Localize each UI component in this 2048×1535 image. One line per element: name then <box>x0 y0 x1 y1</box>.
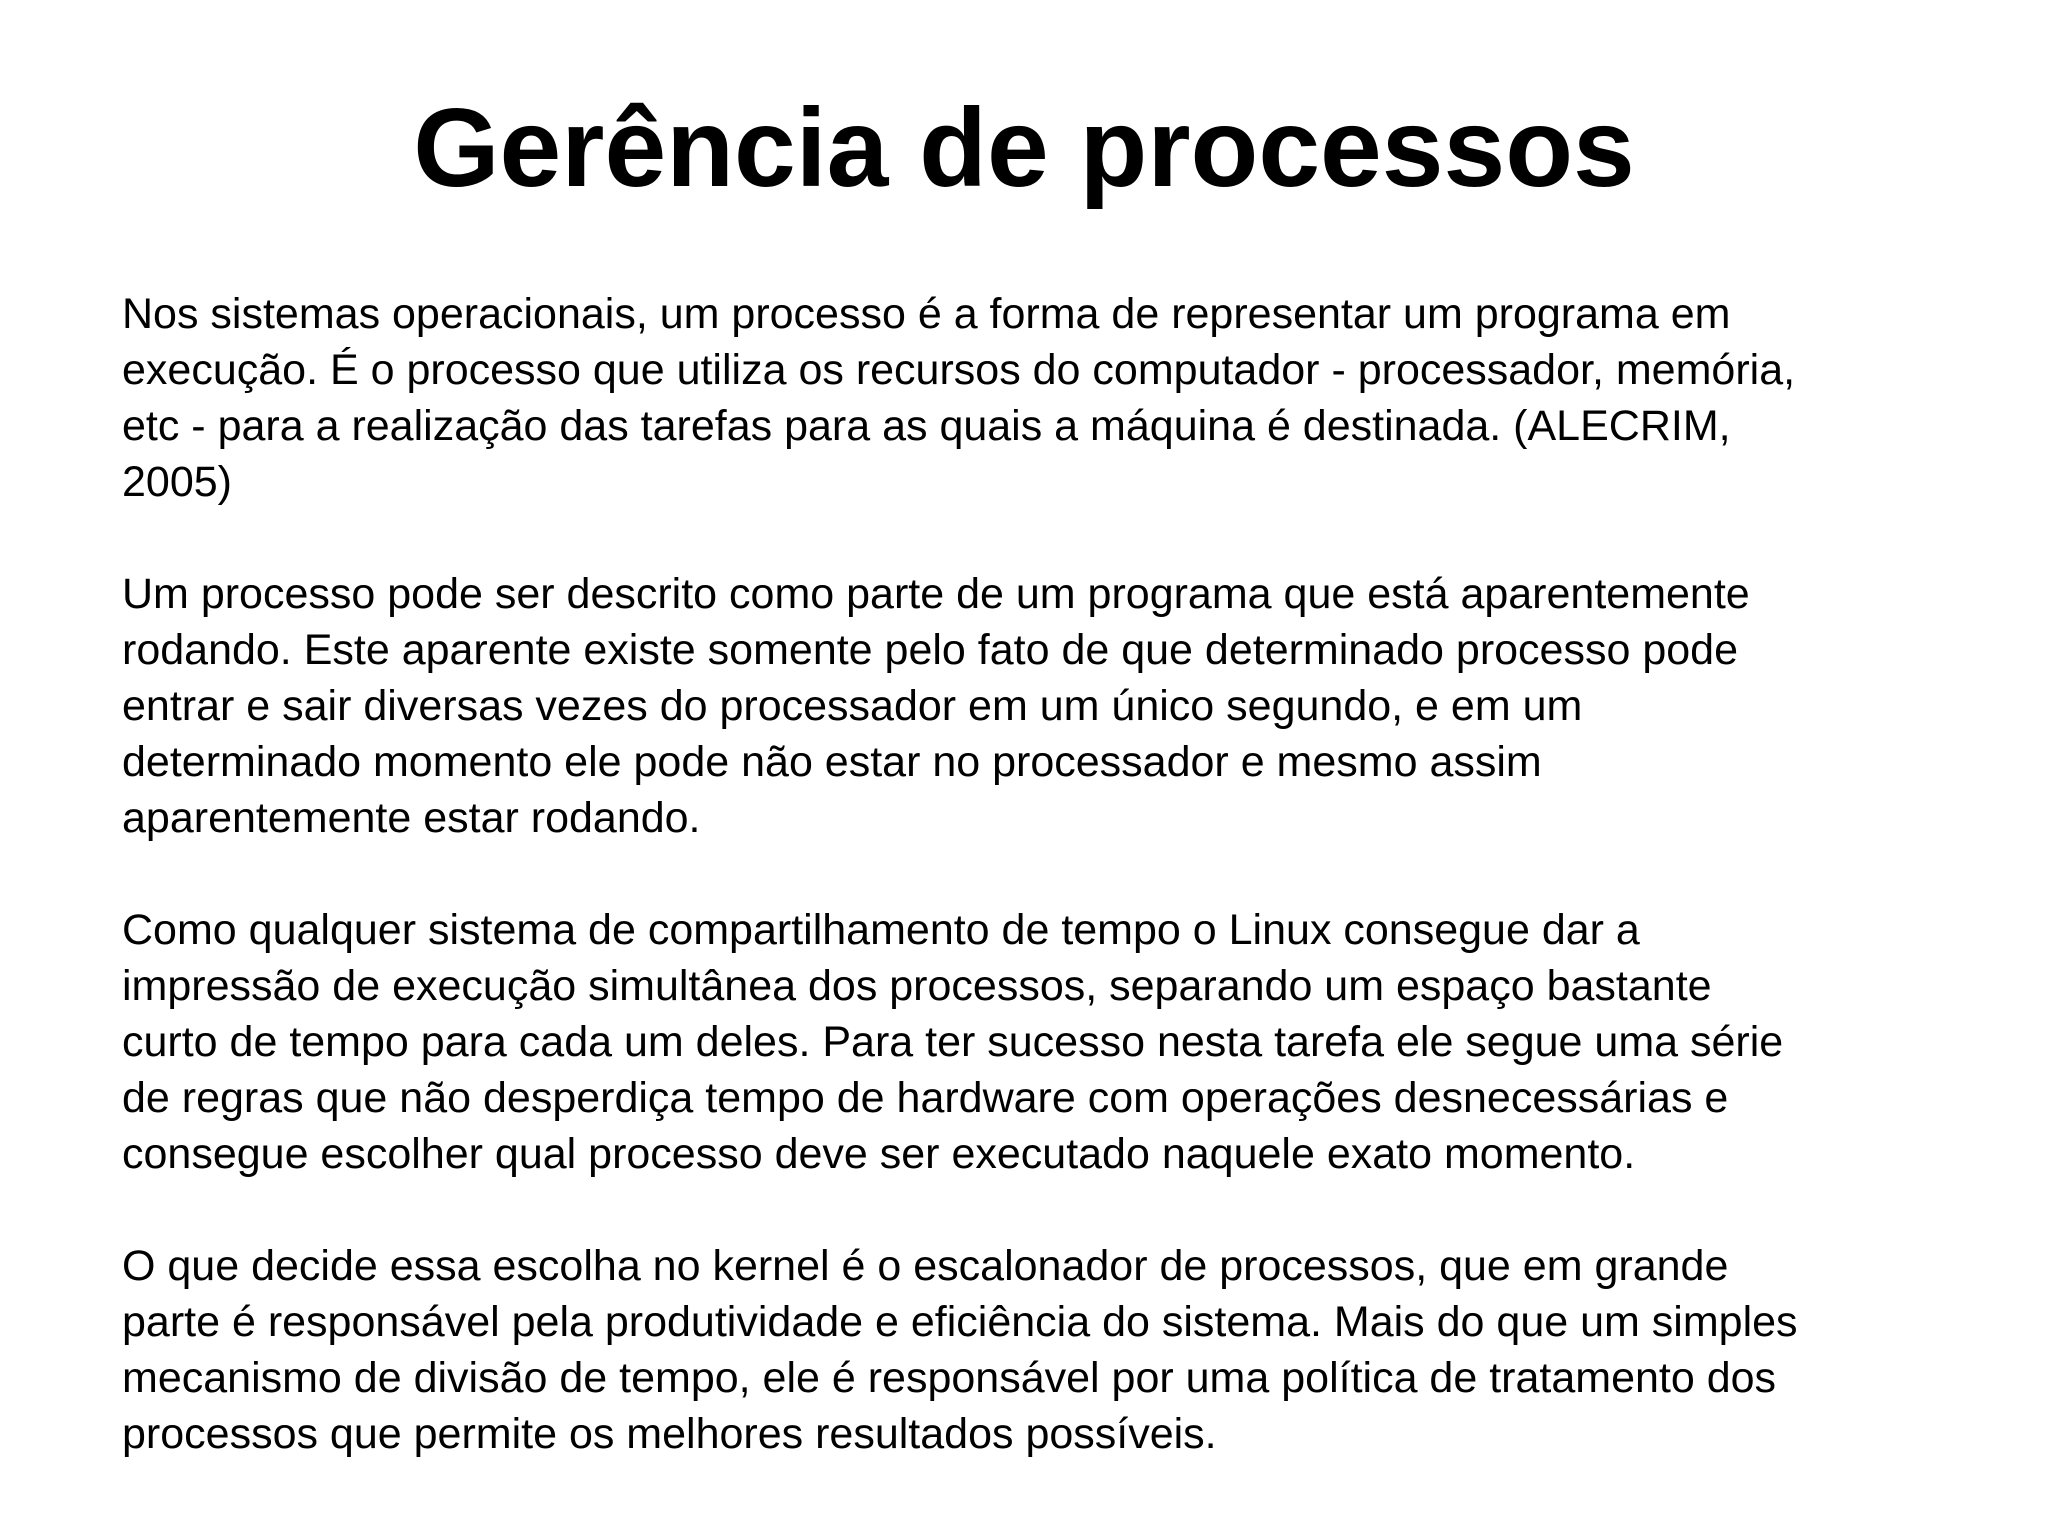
paragraph-line: de regras que não desperdiça tempo de hardware com operações desnecessárias e <box>122 1074 1729 1122</box>
paragraph-time-sharing <box>122 902 1962 1182</box>
paragraph-line: aparentemente estar rodando. <box>122 794 701 842</box>
slide-title: Gerência de processos <box>413 86 1635 210</box>
paragraph-line: rodando. Este aparente existe somente pelo fato de que determinado processo pode <box>122 626 1738 674</box>
paragraph-line: entrar e sair diversas vezes do processador em um único segundo, e em um <box>122 682 1583 730</box>
paragraph-line: 2005) <box>122 458 232 506</box>
paragraph-line: processos que permite os melhores resultados possíveis. <box>122 1410 1217 1458</box>
paragraph-description <box>122 566 1962 846</box>
paragraph-scheduler <box>122 1238 1962 1462</box>
paragraph-line: consegue escolher qual processo deve ser executado naquele exato momento. <box>122 1130 1636 1178</box>
paragraph-line: execução. É o processo que utiliza os recursos do computador - processador, memória, <box>122 346 1796 394</box>
paragraph-line: mecanismo de divisão de tempo, ele é responsável por uma política de tratamento dos <box>122 1354 1777 1402</box>
paragraph-line: parte é responsável pela produtividade e eficiência do sistema. Mais do que um simples <box>122 1298 1798 1346</box>
paragraph-line: Um processo pode ser descrito como parte de um programa que está aparentemente <box>122 570 1750 618</box>
paragraph-line: Nos sistemas operacionais, um processo é a forma de representar um programa em <box>122 290 1731 338</box>
paragraph-line: determinado momento ele pode não estar no processador e mesmo assim <box>122 738 1542 786</box>
paragraph-line: curto de tempo para cada um deles. Para ter sucesso nesta tarefa ele segue uma série <box>122 1018 1784 1066</box>
paragraph-line: O que decide essa escolha no kernel é o escalonador de processos, que em grande <box>122 1242 1729 1290</box>
paragraph-line: impressão de execução simultânea dos processos, separando um espaço bastante <box>122 962 1712 1010</box>
paragraph-line: etc - para a realização das tarefas para as quais a máquina é destinada. (ALECRIM, <box>122 402 1731 450</box>
paragraph-line: Como qualquer sistema de compartilhamento de tempo o Linux consegue dar a <box>122 906 1640 954</box>
paragraph-definition <box>122 286 1962 510</box>
slide-body <box>122 286 1962 1462</box>
